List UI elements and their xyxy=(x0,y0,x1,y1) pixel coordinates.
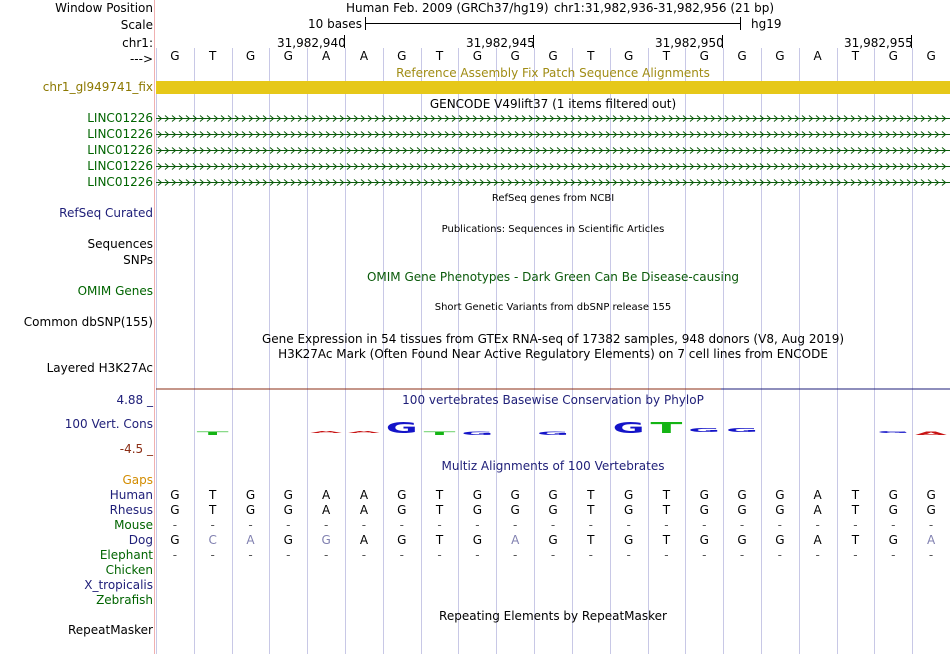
gtex-title[interactable]: Gene Expression in 54 tissues from GTEx RNA-seq of 17382 samples, 948 donors (V8, Aug 2019) xyxy=(261,332,845,346)
phylop-logo-letter: A xyxy=(348,430,381,434)
species-label-x-tropicalis[interactable]: X_tropicalis xyxy=(84,578,153,592)
track-label-panel xyxy=(0,0,155,654)
alignment-base: - xyxy=(928,548,934,562)
scale-text: 10 bases xyxy=(308,17,362,31)
alignment-base: - xyxy=(210,548,215,562)
phylop-logo-letter: A xyxy=(915,431,947,437)
panel-divider xyxy=(154,0,155,654)
phylop-logo-letter: G xyxy=(461,431,494,437)
sequence-base: T xyxy=(662,49,671,63)
alignment-base: T xyxy=(851,533,860,547)
alignment-base: G xyxy=(283,533,293,547)
alignment-base: G xyxy=(245,488,256,502)
alignment-base: - xyxy=(248,548,253,562)
species-label-zebrafish[interactable]: Zebrafish xyxy=(96,593,153,607)
alignment-base: - xyxy=(891,518,896,532)
species-label-dog[interactable]: Dog xyxy=(128,533,153,547)
alignment-base: - xyxy=(777,518,783,532)
repeatmasker-title[interactable]: Repeating Elements by RepeatMasker xyxy=(439,609,667,623)
sequence-base: G xyxy=(737,49,747,63)
alignment-base: A xyxy=(359,488,369,502)
alignment-base: G xyxy=(623,488,634,502)
alignment-base: G xyxy=(926,503,936,517)
alignment-base: - xyxy=(664,548,669,562)
alignment-base: G xyxy=(397,503,407,517)
alignment-base: T xyxy=(587,533,595,547)
phylop-logo-letter: T xyxy=(423,431,456,437)
alignment-base: G xyxy=(888,488,898,502)
sequence-base: G xyxy=(699,49,709,63)
alignment-base: G xyxy=(472,488,483,502)
sequence-base: A xyxy=(359,49,369,63)
alignment-base: G xyxy=(397,488,407,502)
sequence-base: G xyxy=(510,49,520,63)
phylop-min-label: -4.5 _ xyxy=(119,442,153,456)
alignment-base: - xyxy=(286,548,291,562)
coord-label: 31,982,950 xyxy=(655,36,724,50)
alignment-base: - xyxy=(361,548,367,562)
alignment-base: T xyxy=(209,488,217,502)
alignment-base: A xyxy=(511,533,520,547)
alignment-base: T xyxy=(209,503,217,517)
species-label-rhesus[interactable]: Rhesus xyxy=(109,503,153,517)
phylop-logo-letter: G xyxy=(537,431,569,437)
alignment-base: G xyxy=(245,503,256,517)
sequence-base: G xyxy=(926,49,936,63)
coord-label: 31,982,940 xyxy=(277,36,346,50)
alignment-base: G xyxy=(699,533,709,547)
sequence-base: G xyxy=(170,49,180,63)
sequence-base: G xyxy=(283,49,293,63)
alignment-base: - xyxy=(286,518,291,532)
phylop-conservation-logo xyxy=(197,420,947,437)
sequence-base: G xyxy=(397,49,407,63)
alignment-base: G xyxy=(321,533,331,547)
phylop-track-label[interactable]: 100 Vert. Cons xyxy=(64,417,153,431)
alignment-base: - xyxy=(323,548,329,562)
chr-label[interactable]: chr1: xyxy=(122,36,153,50)
alignment-base: G xyxy=(775,503,785,517)
sequence-base: A xyxy=(322,49,331,63)
snps-label[interactable]: SNPs xyxy=(123,253,153,267)
alignment-base: G xyxy=(623,503,634,517)
gene-label-linc01226[interactable]: LINC01226 xyxy=(87,127,153,141)
alignment-base: G xyxy=(775,533,785,547)
phylop-title[interactable]: 100 vertebrates Basewise Conservation by PhyloP xyxy=(402,393,704,407)
gaps-label[interactable]: Gaps xyxy=(122,473,153,487)
alignment-base: G xyxy=(510,488,520,502)
alignment-base: A xyxy=(322,503,331,517)
sequence-base: T xyxy=(851,49,860,63)
alignment-base: - xyxy=(172,548,178,562)
alignment-base: - xyxy=(588,518,593,532)
alignment-base: G xyxy=(472,503,483,517)
alignment-base: G xyxy=(170,488,180,502)
alignment-base: - xyxy=(399,548,404,562)
gene-label-linc01226[interactable]: LINC01226 xyxy=(87,159,153,173)
alignment-base: T xyxy=(435,488,444,502)
alignment-base: - xyxy=(399,518,404,532)
gencode-title[interactable]: GENCODE V49lift37 (1 items filtered out) xyxy=(429,97,677,111)
alignment-base: - xyxy=(361,518,367,532)
alignment-base: - xyxy=(777,548,783,562)
alignment-base: G xyxy=(737,488,747,502)
alignment-base: G xyxy=(737,533,747,547)
alignment-base: T xyxy=(587,503,595,517)
omim-title[interactable]: OMIM Gene Phenotypes - Dark Green Can Be Disease-causing xyxy=(366,270,740,284)
genome-track-area[interactable] xyxy=(156,0,950,654)
phylop-logo-letter: G xyxy=(688,427,721,434)
sequence-base: G xyxy=(623,49,634,63)
alignment-base: - xyxy=(437,518,442,532)
dbsnp-label[interactable]: Common dbSNP(155) xyxy=(23,315,153,329)
alignment-base: T xyxy=(851,488,860,502)
coord-label: 31,982,945 xyxy=(466,36,535,50)
alignment-base: G xyxy=(548,533,558,547)
alignment-base: A xyxy=(926,533,936,547)
coord-label: 31,982,955 xyxy=(844,36,913,50)
assembly-title: Human Feb. 2009 (GRCh37/hg19) xyxy=(346,1,549,15)
scale-db: hg19 xyxy=(751,17,782,31)
h3k27ac-title[interactable]: H3K27Ac Mark (Often Found Near Active Regulatory Elements) on 7 cell lines from ENCODE xyxy=(278,347,828,361)
alignment-base: - xyxy=(739,548,745,562)
alignment-base: T xyxy=(587,488,595,502)
scale-bar xyxy=(366,17,741,30)
window-position-label: Window Position xyxy=(55,1,153,15)
alignment-base: - xyxy=(853,548,858,562)
alignment-base: T xyxy=(662,533,671,547)
repeatmasker-label[interactable]: RepeatMasker xyxy=(67,623,153,637)
sequence-base: G xyxy=(775,49,785,63)
alignment-base: T xyxy=(851,503,860,517)
sequence-base: A xyxy=(813,49,822,63)
phylop-logo-letter: T xyxy=(196,431,229,437)
species-label-chicken[interactable]: Chicken xyxy=(105,563,153,577)
alignment-base: G xyxy=(283,488,293,502)
refseq-title[interactable]: RefSeq genes from NCBI xyxy=(491,193,615,204)
alignment-base: G xyxy=(623,533,634,547)
alignment-base: A xyxy=(813,533,822,547)
alignment-base: - xyxy=(323,518,329,532)
phylop-logo-letter: T xyxy=(650,419,684,437)
alignment-base: - xyxy=(626,548,631,562)
alignment-base: A xyxy=(322,488,331,502)
alignment-base: - xyxy=(210,518,215,532)
species-label-mouse[interactable]: Mouse xyxy=(114,518,153,532)
alignment-base: T xyxy=(435,503,444,517)
alignment-base: A xyxy=(246,533,255,547)
species-label-human[interactable]: Human xyxy=(109,488,153,502)
sequence-base: T xyxy=(587,49,595,63)
fix-patch-title[interactable]: Reference Assembly Fix Patch Sequence Alignments xyxy=(396,66,710,80)
alignment-base: - xyxy=(248,518,253,532)
alignment-base: G xyxy=(737,503,747,517)
gene-label-linc01226[interactable]: LINC01226 xyxy=(87,175,153,189)
alignment-base: T xyxy=(662,503,671,517)
phylop-logo-letter: A xyxy=(310,430,343,434)
sequence-base: T xyxy=(209,49,217,63)
gene-label-linc01226[interactable]: LINC01226 xyxy=(87,111,153,125)
fix-patch-label[interactable]: chr1_gl949741_fix xyxy=(42,80,153,94)
alignment-base: G xyxy=(926,488,936,502)
alignment-base: T xyxy=(662,488,671,502)
scale-label: Scale xyxy=(120,18,153,32)
alignment-base: - xyxy=(702,518,707,532)
alignment-base: A xyxy=(813,503,822,517)
alignment-base: - xyxy=(815,548,820,562)
sequence-base: G xyxy=(245,49,256,63)
alignment-base: - xyxy=(513,548,518,562)
alignment-base: G xyxy=(888,503,898,517)
sequences-label[interactable]: Sequences xyxy=(87,237,153,251)
alignment-base: - xyxy=(928,518,934,532)
sequence-base: T xyxy=(435,49,444,63)
alignment-base: G xyxy=(283,503,293,517)
alignment-base: - xyxy=(626,518,631,532)
fix-patch-bar[interactable] xyxy=(156,81,950,94)
gene-label-linc01226[interactable]: LINC01226 xyxy=(87,143,153,157)
alignment-base: G xyxy=(888,533,898,547)
position-range[interactable]: chr1:31,982,936-31,982,956 (21 bp) xyxy=(554,1,775,15)
alignment-base: A xyxy=(359,533,369,547)
alignment-base: G xyxy=(548,488,558,502)
alignment-base: C xyxy=(208,533,217,547)
phylop-logo-letter: G xyxy=(385,419,418,437)
multiz-title[interactable]: Multiz Alignments of 100 Vertebrates xyxy=(441,459,665,473)
phylop-max-label: 4.88 _ xyxy=(116,393,153,407)
refseq-curated-label[interactable]: RefSeq Curated xyxy=(59,206,153,220)
phylop-logo-letter: G xyxy=(877,430,910,434)
alignment-base: G xyxy=(397,533,407,547)
alignment-base: G xyxy=(170,533,180,547)
alignment-base: G xyxy=(699,488,709,502)
alignment-base: - xyxy=(550,548,556,562)
gencode-gene-lines xyxy=(156,116,950,186)
alignment-base: G xyxy=(548,503,558,517)
h3k27ac-label[interactable]: Layered H3K27Ac xyxy=(46,361,153,375)
alignment-base: G xyxy=(775,488,785,502)
alignment-base: G xyxy=(472,533,483,547)
alignment-base: G xyxy=(699,503,709,517)
alignment-base: - xyxy=(664,518,669,532)
alignment-base: - xyxy=(815,518,820,532)
alignment-base: - xyxy=(588,548,593,562)
alignment-base: T xyxy=(435,533,444,547)
alignment-base: - xyxy=(891,548,896,562)
omim-genes-label[interactable]: OMIM Genes xyxy=(77,284,153,298)
publications-title[interactable]: Publications: Sequences in Scientific Articles xyxy=(441,224,665,235)
dbsnp-title[interactable]: Short Genetic Variants from dbSNP release 155 xyxy=(434,302,672,313)
alignment-base: A xyxy=(813,488,822,502)
alignment-base: - xyxy=(702,548,707,562)
phylop-logo-letter: G xyxy=(726,427,758,434)
strand-arrow-label[interactable]: ---> xyxy=(129,52,153,66)
alignment-base: G xyxy=(170,503,180,517)
alignment-base: - xyxy=(475,518,480,532)
alignment-base: A xyxy=(359,503,369,517)
alignment-base: - xyxy=(172,518,178,532)
coordinate-ticks xyxy=(345,35,912,48)
sequence-base: G xyxy=(472,49,483,63)
sequence-base: G xyxy=(888,49,898,63)
alignment-base: - xyxy=(475,548,480,562)
sequence-base: G xyxy=(548,49,558,63)
alignment-base: - xyxy=(437,548,442,562)
alignment-base: - xyxy=(513,518,518,532)
alignment-base: G xyxy=(510,503,520,517)
alignment-base: - xyxy=(739,518,745,532)
alignment-base: - xyxy=(853,518,858,532)
phylop-logo-letter: G xyxy=(612,419,645,437)
alignment-base: - xyxy=(550,518,556,532)
species-label-elephant[interactable]: Elephant xyxy=(99,548,153,562)
